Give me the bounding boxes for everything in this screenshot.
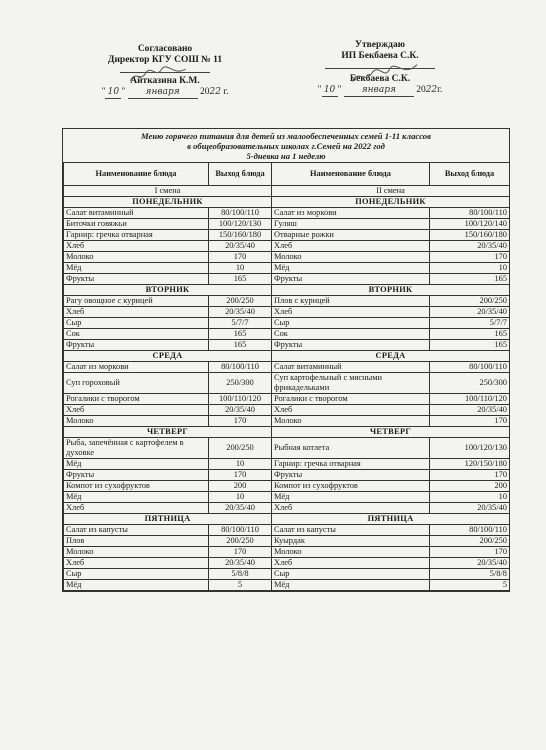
dish2-cell: Салат из моркови xyxy=(272,208,430,219)
dish-cell: Молоко xyxy=(64,252,209,263)
output2-cell: 80/100/110 xyxy=(430,208,510,219)
dish2-cell: Салат витаминный xyxy=(272,362,430,373)
output-cell: 200 xyxy=(209,481,272,492)
output2-cell: 170 xyxy=(430,252,510,263)
output2-cell: 20/35/40 xyxy=(430,558,510,569)
table-row xyxy=(64,252,510,263)
table-row xyxy=(64,263,510,274)
dish-cell: Салат из капусты xyxy=(64,525,209,536)
table-row xyxy=(64,362,510,373)
approval-right-date-year-end: г. xyxy=(437,85,443,95)
output2-cell: 165 xyxy=(430,274,510,285)
dish2-cell: Сок xyxy=(272,329,430,340)
approval-left-date-day: 10 xyxy=(105,87,121,99)
col-output2-header: Выход блюда xyxy=(430,163,510,186)
dish2-cell: Рыбная котлета xyxy=(272,438,430,459)
output-cell: 20/35/40 xyxy=(209,241,272,252)
dish-cell: Сыр xyxy=(64,318,209,329)
table-row xyxy=(64,307,510,318)
day-row xyxy=(64,427,510,438)
output-cell: 20/35/40 xyxy=(209,503,272,514)
col-dish-header: Наименование блюда xyxy=(64,163,209,186)
output2-cell: 250/300 xyxy=(430,373,510,394)
dish-cell: Салат из моркови xyxy=(64,362,209,373)
output2-cell: 120/150/180 xyxy=(430,459,510,470)
output-cell: 10 xyxy=(209,263,272,274)
day-name-right: ВТОРНИК xyxy=(272,285,510,296)
menu-caption-line3: 5-дневка на 1 неделю xyxy=(246,151,326,161)
dish2-cell: Гарнир: гречка отварная xyxy=(272,459,430,470)
dish-cell: Салат витаминный xyxy=(64,208,209,219)
output2-cell: 20/35/40 xyxy=(430,241,510,252)
dish2-cell: Молоко xyxy=(272,252,430,263)
output-cell: 100/120/130 xyxy=(209,219,272,230)
output2-cell: 5/8/8 xyxy=(430,569,510,580)
dish2-cell: Рогалики с творогом xyxy=(272,394,430,405)
dish-cell: Плов xyxy=(64,536,209,547)
table-row xyxy=(64,318,510,329)
dish2-cell: Мёд xyxy=(272,580,430,591)
day-row xyxy=(64,197,510,208)
approval-right-date-year-prefix: 20 xyxy=(416,85,426,95)
output-cell: 5/7/7 xyxy=(209,318,272,329)
day-name-left: ЧЕТВЕРГ xyxy=(64,427,272,438)
day-name-left: ПОНЕДЕЛЬНИК xyxy=(64,197,272,208)
col-dish2-header: Наименование блюда xyxy=(272,163,430,186)
dish-cell: Мёд xyxy=(64,459,209,470)
table-row xyxy=(64,470,510,481)
dish2-cell: Молоко xyxy=(272,547,430,558)
dish-cell: Рагу овощное с курицей xyxy=(64,296,209,307)
dish-cell: Мёд xyxy=(64,580,209,591)
dish-cell: Сыр xyxy=(64,569,209,580)
dish-cell: Биточки говяжьи xyxy=(64,219,209,230)
dish2-cell: Хлеб xyxy=(272,307,430,318)
day-name-right: ЧЕТВЕРГ xyxy=(272,427,510,438)
output-cell: 250/300 xyxy=(209,373,272,394)
approval-left-date-month: января xyxy=(128,87,198,99)
day-name-left: ВТОРНИК xyxy=(64,285,272,296)
day-name-left: СРЕДА xyxy=(64,351,272,362)
dish-cell: Мёд xyxy=(64,492,209,503)
menu-header-row xyxy=(64,163,510,186)
dish2-cell: Плов с курицей xyxy=(272,296,430,307)
table-row xyxy=(64,438,510,459)
day-row xyxy=(64,351,510,362)
dish2-cell: Хлеб xyxy=(272,405,430,416)
output2-cell: 20/35/40 xyxy=(430,405,510,416)
menu-body xyxy=(64,197,510,591)
output2-cell: 100/110/120 xyxy=(430,394,510,405)
approval-right-date-month: января xyxy=(344,85,414,97)
dish2-cell: Салат из капусты xyxy=(272,525,430,536)
dish-cell: Фрукты xyxy=(64,340,209,351)
table-row xyxy=(64,558,510,569)
table-row xyxy=(64,241,510,252)
dish2-cell: Сыр xyxy=(272,318,430,329)
dish-cell: Мёд xyxy=(64,263,209,274)
table-row xyxy=(64,536,510,547)
approval-left-position: Директор КГУ СОШ № 11 xyxy=(107,55,223,65)
dish-cell: Хлеб xyxy=(64,503,209,514)
col-output-header: Выход блюда xyxy=(209,163,272,186)
output2-cell: 80/100/110 xyxy=(430,362,510,373)
approval-right-date-day: 10 xyxy=(322,85,338,97)
output-cell: 80/100/110 xyxy=(209,208,272,219)
output2-cell: 10 xyxy=(430,492,510,503)
table-row xyxy=(64,569,510,580)
output-cell: 150/160/180 xyxy=(209,230,272,241)
dish2-cell: Молоко xyxy=(272,416,430,427)
dish2-cell: Куырдак xyxy=(272,536,430,547)
dish-cell: Гарнир: гречка отварная xyxy=(64,230,209,241)
approval-left-date-year-suffix: 22 xyxy=(209,87,221,97)
output-cell: 80/100/110 xyxy=(209,525,272,536)
output2-cell: 80/100/110 xyxy=(430,525,510,536)
output2-cell: 100/120/140 xyxy=(430,219,510,230)
dish2-cell: Фрукты xyxy=(272,470,430,481)
dish2-cell: Гуляш xyxy=(272,219,430,230)
output-cell: 20/35/40 xyxy=(209,307,272,318)
dish-cell: Молоко xyxy=(64,416,209,427)
shift-row xyxy=(64,186,510,197)
day-name-left: ПЯТНИЦА xyxy=(64,514,272,525)
dish2-cell: Фрукты xyxy=(272,274,430,285)
approval-right-date: " 10 " января 2022г. xyxy=(317,85,443,95)
dish2-cell: Мёд xyxy=(272,492,430,503)
table-row xyxy=(64,340,510,351)
day-name-right: СРЕДА xyxy=(272,351,510,362)
output-cell: 165 xyxy=(209,329,272,340)
output-cell: 170 xyxy=(209,416,272,427)
output2-cell: 20/35/40 xyxy=(430,503,510,514)
dish-cell: Хлеб xyxy=(64,405,209,416)
output-cell: 200/250 xyxy=(209,536,272,547)
output2-cell: 150/160/180 xyxy=(430,230,510,241)
output2-cell: 10 xyxy=(430,263,510,274)
menu-table xyxy=(63,162,510,591)
table-row xyxy=(64,373,510,394)
table-row xyxy=(64,503,510,514)
table-row xyxy=(64,296,510,307)
table-row xyxy=(64,394,510,405)
dish2-cell: Компот из сухофруктов xyxy=(272,481,430,492)
approval-left-title: Согласовано xyxy=(137,44,193,54)
dish-cell: Сок xyxy=(64,329,209,340)
approval-right-position: ИП Бекбаева С.К. xyxy=(341,51,419,61)
approval-left-date-year-end: г. xyxy=(223,87,229,97)
table-row xyxy=(64,459,510,470)
output-cell: 100/110/120 xyxy=(209,394,272,405)
table-row xyxy=(64,208,510,219)
table-row xyxy=(64,525,510,536)
dish-cell: Хлеб xyxy=(64,241,209,252)
output-cell: 165 xyxy=(209,340,272,351)
output2-cell: 200/250 xyxy=(430,296,510,307)
output-cell: 5 xyxy=(209,580,272,591)
table-row xyxy=(64,405,510,416)
output-cell: 200/250 xyxy=(209,296,272,307)
dish-cell: Рогалики с творогом xyxy=(64,394,209,405)
dish-cell: Фрукты xyxy=(64,274,209,285)
table-row xyxy=(64,329,510,340)
output2-cell: 200 xyxy=(430,481,510,492)
output-cell: 165 xyxy=(209,274,272,285)
dish-cell: Суп гороховый xyxy=(64,373,209,394)
table-row xyxy=(64,492,510,503)
output-cell: 10 xyxy=(209,492,272,503)
output2-cell: 5/7/7 xyxy=(430,318,510,329)
dish2-cell: Сыр xyxy=(272,569,430,580)
dish-cell: Рыба, запечённая с картофелем в духовке xyxy=(64,438,209,459)
output-cell: 20/35/40 xyxy=(209,405,272,416)
approval-right-name: Бекбаева С.К. xyxy=(349,74,411,84)
day-row xyxy=(64,514,510,525)
approval-left-date-year-prefix: 20 xyxy=(200,87,210,97)
output-cell: 170 xyxy=(209,470,272,481)
output-cell: 20/35/40 xyxy=(209,558,272,569)
output2-cell: 165 xyxy=(430,340,510,351)
dish2-cell: Фрукты xyxy=(272,340,430,351)
dish2-cell: Мёд xyxy=(272,263,430,274)
day-name-right: ПОНЕДЕЛЬНИК xyxy=(272,197,510,208)
output-cell: 200/250 xyxy=(209,438,272,459)
output2-cell: 165 xyxy=(430,329,510,340)
dish2-cell: Суп картофельный с мясными фрикадельками xyxy=(272,373,430,394)
dish-cell: Молоко xyxy=(64,547,209,558)
output2-cell: 200/250 xyxy=(430,536,510,547)
output2-cell: 170 xyxy=(430,416,510,427)
approval-left-name: Айтказина К.М. xyxy=(130,76,200,86)
output2-cell: 170 xyxy=(430,470,510,481)
output-cell: 5/8/8 xyxy=(209,569,272,580)
approval-left-date: " 10 " января 2022 г. xyxy=(101,87,229,97)
dish2-cell: Хлеб xyxy=(272,241,430,252)
menu-caption xyxy=(63,129,509,162)
day-name-right: ПЯТНИЦА xyxy=(272,514,510,525)
shift1-label: I смена xyxy=(64,186,272,197)
output-cell: 170 xyxy=(209,547,272,558)
output-cell: 80/100/110 xyxy=(209,362,272,373)
approval-right-date-year-suffix: 22 xyxy=(425,85,438,95)
output2-cell: 20/35/40 xyxy=(430,307,510,318)
table-row xyxy=(64,416,510,427)
menu-block xyxy=(62,128,510,592)
output2-cell: 5 xyxy=(430,580,510,591)
output-cell: 10 xyxy=(209,459,272,470)
table-row xyxy=(64,274,510,285)
dish-cell: Хлеб xyxy=(64,558,209,569)
output2-cell: 100/120/130 xyxy=(430,438,510,459)
menu-caption-line2: в общеобразовательных школах г.Семей на 2022 год xyxy=(187,141,385,151)
table-row xyxy=(64,580,510,591)
table-row xyxy=(64,219,510,230)
dish-cell: Фрукты xyxy=(64,470,209,481)
table-row xyxy=(64,547,510,558)
day-row xyxy=(64,285,510,296)
dish2-cell: Хлеб xyxy=(272,558,430,569)
approval-right-title: Утверждаю xyxy=(355,40,405,50)
shift2-label: II смена xyxy=(272,186,510,197)
menu-caption-line1: Меню горячего питания для детей из малообеспеченных семей 1-11 классов xyxy=(141,131,431,141)
output-cell: 170 xyxy=(209,252,272,263)
table-row xyxy=(64,230,510,241)
dish-cell: Хлеб xyxy=(64,307,209,318)
output2-cell: 170 xyxy=(430,547,510,558)
dish2-cell: Хлеб xyxy=(272,503,430,514)
dish2-cell: Отварные рожки xyxy=(272,230,430,241)
dish-cell: Компот из сухофруктов xyxy=(64,481,209,492)
table-row xyxy=(64,481,510,492)
